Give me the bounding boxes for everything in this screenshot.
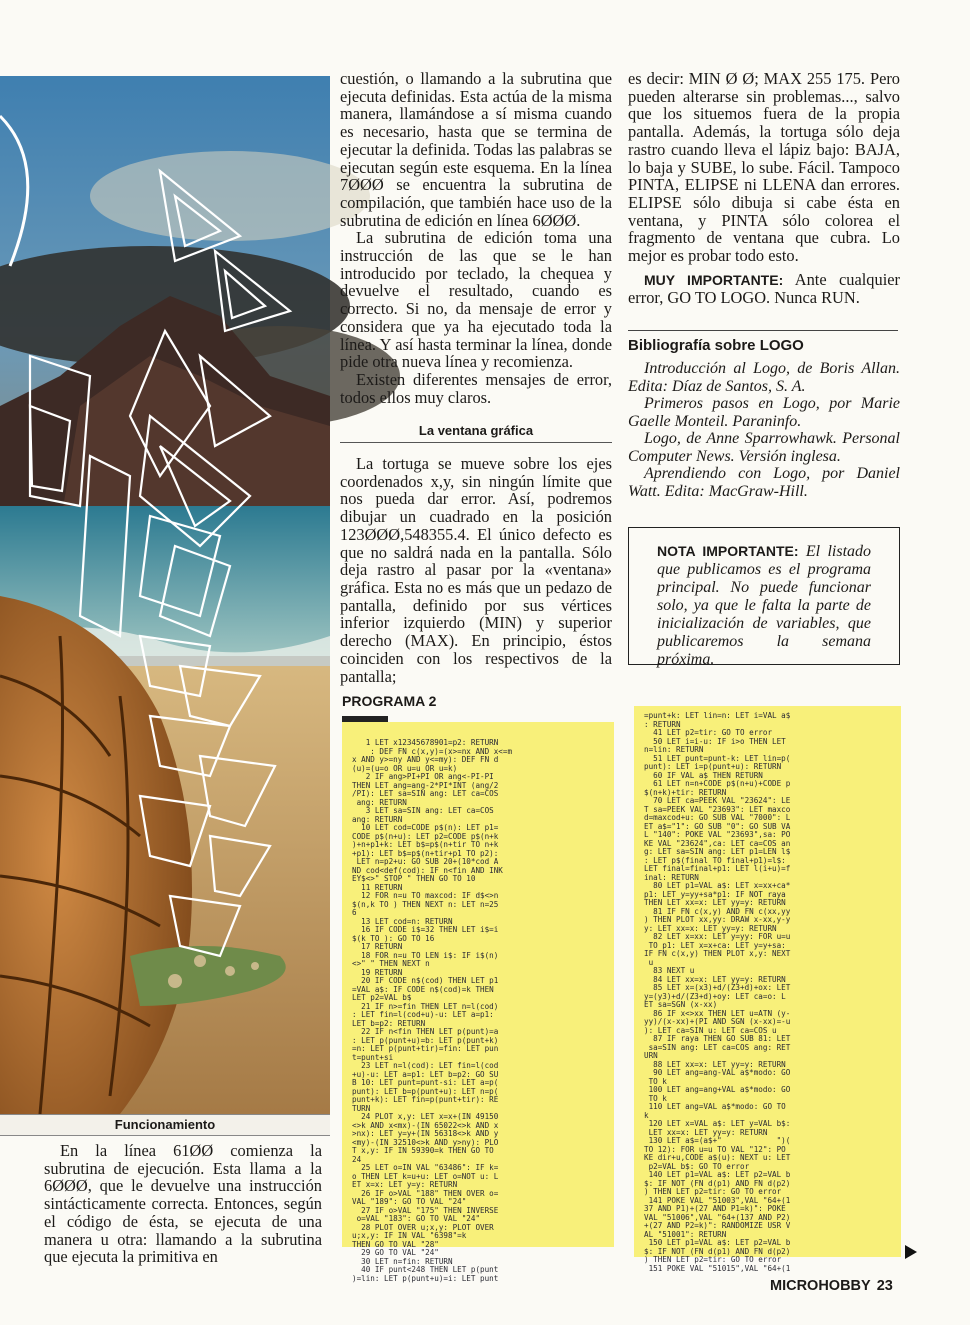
bibliography-entry: Primeros pasos en Logo, por Marie Gaelle Monteil. Paraninfo. — [628, 395, 900, 430]
bibliography-entry: Logo, de Anne Sparrowhawk. Personal Computer News. Versión inglesa. — [628, 430, 900, 465]
middle-paragraph-3: Existen diferentes mensajes de error, todos ellos muy claros. — [340, 369, 612, 407]
section-heading: La ventana gráfica — [340, 422, 612, 443]
important-label: MUY IMPORTANTE: — [644, 271, 784, 288]
middle-paragraph-1: cuestión, o llamando a la subrutina que ejecuta definidas. Esta actúa de la misma manera, llamándose a sí misma cuando es necesario, hasta que se termina de ejecutar la definida. Todas las palabras se ejecutan según este esquema. En la línea 7ØØØ se encuentra la subrutina de compilación, que también hace uso de la subrutina de edición en línea 6ØØØ. — [340, 69, 612, 230]
bibliography-list — [628, 360, 900, 500]
illustration-caption: Funcionamiento — [0, 1114, 330, 1136]
middle-paragraph-2: La subrutina de edición toma una instrucción de las que se le han introducido por teclado, la chequea y devuelve el resultado, cuando es correcto. Si no, da mensaje de error y considera que ya ha ejecutado toda la línea. Y así hasta terminar la línea, donde pide otra nueva línea y recomienza. — [340, 228, 612, 372]
bibliography-title: Bibliografía sobre LOGO — [628, 337, 804, 354]
important-text: Ante cualquier error, GO TO LOGO. Nunca RUN. — [628, 269, 900, 308]
bibliography-entry: Introducción al Logo, de Boris Allan. Edita: Díaz de Santos, S. A. — [628, 360, 900, 395]
important-note-box — [628, 527, 900, 668]
note-text: El listado que publicamos es el programa principal. No puede funcionar solo, ya que le falta la parte de inicialización de variables, que publicaremos la semana próxima. — [657, 543, 872, 668]
program-listing-part-2: =punt+k: LET lin=n: LET i=VAL a$ : RETURN 41 LET p2=tir: GO TO error 50 LET i=i-u: IF i>o THEN LET n=lin: RETURN 51 LET punt=punt-k: LET lin=p( punt): LET i=p(punt+u): RETURN 60 IF VAL a$ THEN RETURN 61 LET n=n+CODE p$(n+u)+CODE p $(n+k)+tir: RETURN 70 LET ca=PEEK VAL "23624": LE T sa=PEEK VAL "23693": LET maxco d=maxcod+u: GO SUB VAL "7000": L ET a$="1": GO SUB "0": GO SUB VA L "140": POKE VAL "23693",sa: PO KE VAL "23624",ca: LET ca=COS an g: LET sa=SIN ang: LET p1=LEN l$ : LET p$(final TO final+p1)=l$: LET final=final+p1: LET l(i+u)=f inal: RETURN 80 LET p1=VAL a$: LET x=xx+ca* p1: LET y=yy+sa*p1: IF NOT raya THEN LET xx=x: LET yy=y: RETURN 81 IF FN c(x,y) AND FN c(xx,yy ) THEN PLOT xx,yy: DRAW x-xx,y-y y: LET xx=x: LET yy=y: RETURN 82 LET x=xx: LET y=yy: FOR u=u TO p1: LET x=x+ca: LET y=y+sa: IF FN c(x,y) THEN PLOT x,y: NEXT u 83 NEXT u 84 LET xx=x: LET yy=y: RETURN 85 LET x=(x3)+d/(Z3+d)+ox: LET y=(y3)+d/(Z3+d)+oy: LET ca=o: L ET sa=SGN (x-xx) 86 IF x<>xx THEN LET u=ATN (y- yy)/(x-xx)+(PI AND SGN (x-xx)=-u ): LET ca=SIN u: LET ca=COS u 87 IF raya THEN GO SUB 81: LET sa=SIN ang: LET ca=COS ang: RET URN 88 LET xx=x: LET yy=y: RETURN 90 LET ang=ang-VAL a$*modo: GO TO k 100 LET ang=ang+VAL a$*modo: GO TO k 110 LET ang=VAL a$*modo: GO TO k 120 LET x=VAL a$: LET y=VAL b$: LET xx=x: LET yy=y: RETURN 130 LET a$=(a$+" ")( TO 12): FOR u=u TO VAL "12": PO KE dir+u,CODE a$(u): NEXT u: LET p2=VAL b$: GO TO error 140 LET p1=VAL a$: LET p2=VAL b $: IF NOT (FN d(p1) AND FN d(p2) ) THEN LET p2=tir: GO TO error 141 POKE VAL "51003",VAL "64+(1 37 AND P1)+(27 AND P1=k)": POKE VAL "51006",VAL "64+(137 AND P2) +(27 AND P2=k)": RANDOMIZE USR V AL "51001": RETURN 150 LET p1=VAL a$: LET p2=VAL b $: IF NOT (FN d(p1) AND FN d(p2) ) THEN LET p2=tir: GO TO error 151 POKE VAL "51015",VAL "64+(1 — [634, 706, 901, 1257]
middle-paragraph-4: La tortuga se mueve sobre los ejes coordenados x,y, sin ningún límite que nos pueda dar error. Así, podremos dibujar un cuadrado en la posición 123ØØØ,548355.4. El único defecto es que no saldrá nada en la pantalla. Sólo deja rastro al pasar por la «ventana» gráfica. Esta no es más que un pedazo de pantalla, definido por sus vértices inferior izquierdo (MIN) y superior derecho (MAX). En principio, éstos coinciden con los respectivos de la pantalla; — [340, 454, 612, 686]
right-column-text — [628, 70, 900, 307]
program-listing-part-1: 1 LET x12345678901=p2: RETURN : DEF FN c(x,y)=(x>=nx AND x<=m x AND y>=ny AND y<=my): DEF FN d (u)=(u=o OR u=u OR u=k) 2 IF ang>PI+PI OR ang<-PI-PI THEN LET ang=ang-2*PI*INT (ang/2 /PI): LET sa=SIN ang: LET ca=COS ang: RETURN 3 LET sa=SIN ang: LET ca=COS ang: RETURN 10 LET cod=CODE p$(n): LET p1= CODE p$(n+u): LET p2=CODE p$(n+k )+n+p1+k: LET b$=p$(n+tir TO n+k +p1): LET b$=p$(n+tir+p1 TO p2): LET n=p2+u: GO SUB 20+(10*cod A ND cod<def(cod): IF n<fin AND INK EY$<>" STOP " THEN GO TO 10 11 RETURN 12 FOR n=u TO maxcod: IF d$<>n $(n,k TO ) THEN NEXT n: LET n=25 6 13 LET cod=n: RETURN 16 IF CODE i$=32 THEN LET i$=i $(k TO ): GO TO 16 17 RETURN 18 FOR n=u TO LEN i$: IF i$(n) <>" " THEN NEXT n 19 RETURN 20 IF CODE n$(cod) THEN LET p1 =VAL a$: IF CODE n$(cod)=k THEN LET p2=VAL b$ 21 IF n>=fin THEN LET n=l(cod) : LET fin=l(cod+u)-u: LET a=p1: LET b=p2: RETURN 22 IF n<fin THEN LET p(punt)=a : LET p(punt+u)=b: LET p(punt+k) =n: LET p(punt+tir)=fin: LET pun t=punt+si 23 LET n=l(cod): LET fin=l(cod +u)-u: LET a=p1: LET b=p2: GO SU B 10: LET punt=punt-si: LET a=p( punt): LET b=p(punt+u): LET n=p( punt+k): LET fin=p(punt+tir): RE TURN 24 PLOT x,y: LET x=x+(IN 49150 <>k AND x<mx)-(IN 65022<>k AND x >nx): LET y=y+(IN 56318<>k AND y <my)-(IN 32510<>k AND y>ny): PLO T x,y: IF IN 59390=k THEN GO TO 24 25 LET o=IN VAL "63486": IF k= o THEN LET k=u+u: LET o=NOT u: L ET x=x: LET y=y: RETURN 26 IF o>VAL "188" THEN OVER o= VAL "189": GO TO VAL "24" 27 IF o>VAL "175" THEN INVERSE o=VAL "183": GO TO VAL "24" 28 PLOT OVER u;x,y: PLOT OVER u;x,y: IF IN VAL "6398"=k THEN GO TO VAL "28" 29 GO TO VAL "24" 30 LET n=fin: RETURN 40 IF punt<248 THEN LET p(punt )=lin: LET p(punt+u)=i: LET punt — [342, 722, 614, 1247]
continue-arrow-icon — [905, 1245, 917, 1259]
middle-column-text — [340, 70, 612, 685]
note-label: NOTA IMPORTANTE: — [657, 543, 799, 559]
page-number: 23 — [876, 1278, 893, 1294]
right-paragraph: es decir: MIN Ø Ø; MAX 255 175. Pero pueden alterarse sin problemas..., salvo que los situemos fuera de la propia pantalla. Además, la tortuga sólo deja rastro cuando lleva el lápiz bajo: BAJA, lo baja y SUBE, lo sube. Fácil. Tampoco PINTA, ELIPSE ni LLENA dan errores. ELIPSE sólo dibuja si cabe ésta en ventana, y PINTA sólo colorea el fragmento de ventana que cubra. Lo mejor es probar todo esto. — [628, 69, 900, 266]
page-footer — [770, 1278, 893, 1294]
left-column-text — [44, 1142, 322, 1266]
bibliography-rule — [628, 330, 898, 331]
program-title: PROGRAMA 2 — [342, 693, 437, 709]
left-paragraph: En la línea 61ØØ comienza la subrutina de ejecución. Esta llama a la 6ØØØ, que le devuelve una instrucción sintácticamente correcta. Entonces, según el código de ésta, se ejecuta de una manera u otra: llamando a la subrutina que ejecuta la primitiva en — [44, 1141, 322, 1267]
turtle-beach-illustration — [0, 76, 330, 1114]
important-paragraph — [628, 271, 900, 307]
bibliography-entry: Aprendiendo con Logo, por Daniel Watt. Edita: MacGraw-Hill. — [628, 465, 900, 500]
magazine-name: MICROHOBBY — [770, 1278, 871, 1294]
